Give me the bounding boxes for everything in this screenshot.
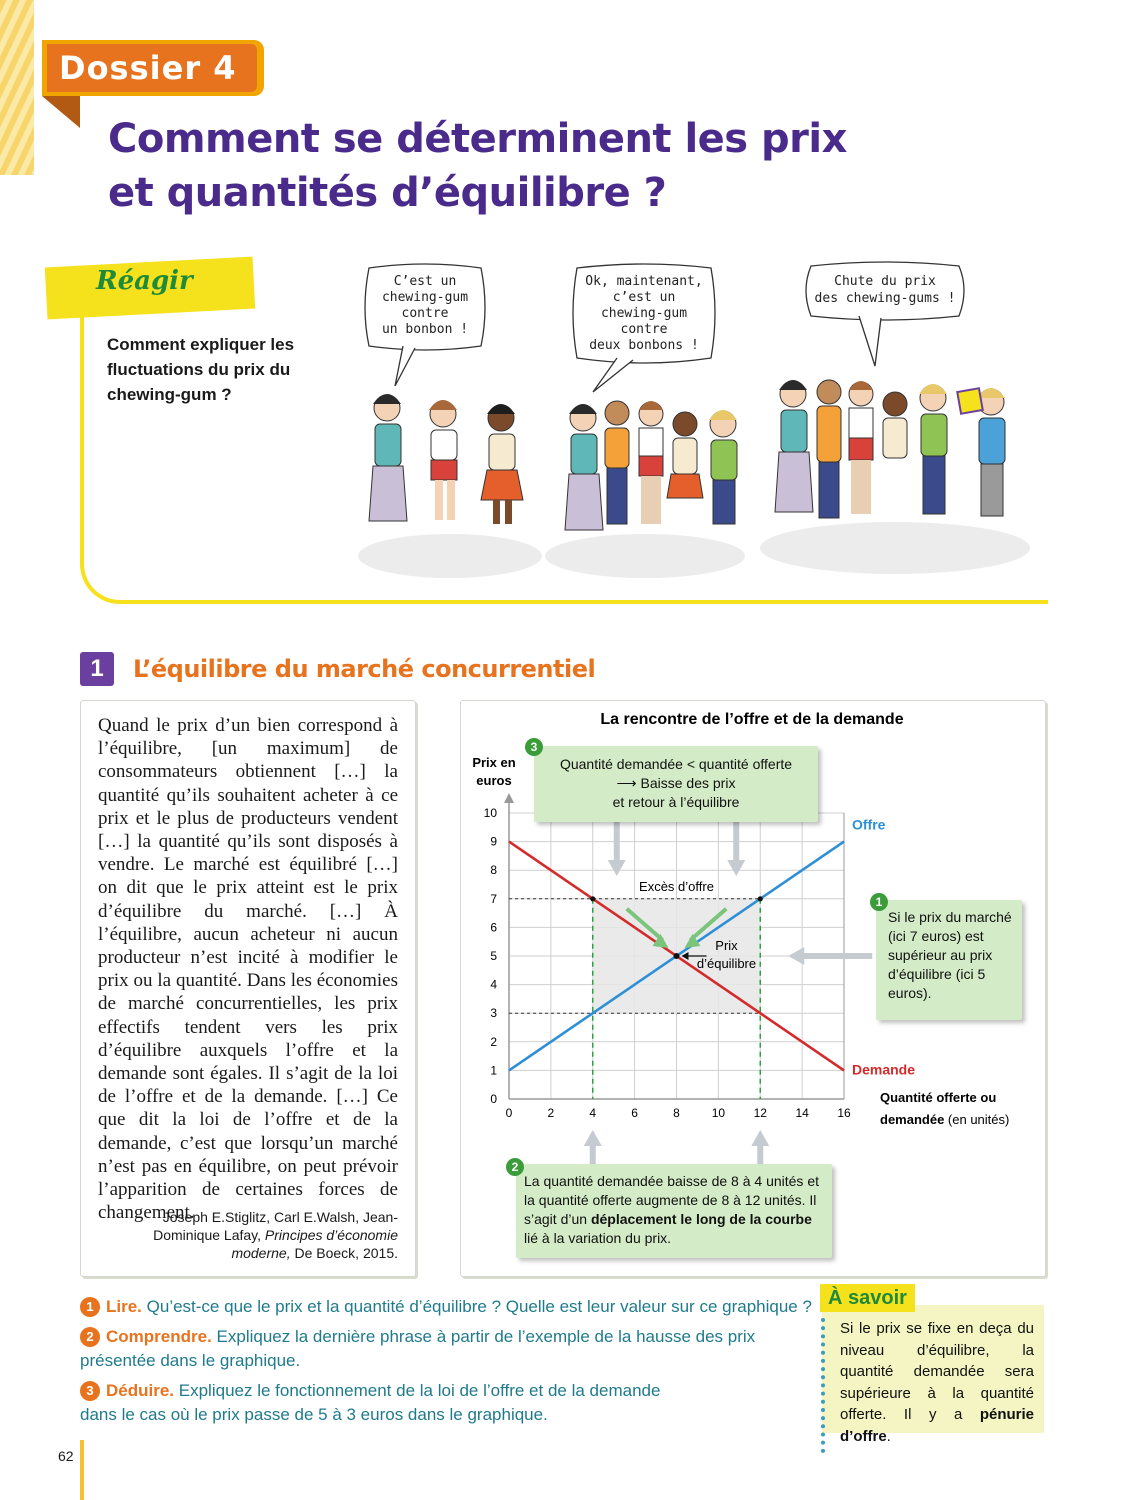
- a-savoir-dotted-border: [821, 1318, 825, 1453]
- a-savoir-text: Si le prix se fixe en deça du niveau d’équilibre, la quantité demandée sera supérieure à la quantité offerte. Il y a pénurie d’offre.: [840, 1320, 1034, 1445]
- equilibrium-point: [674, 953, 680, 959]
- children-group-2: [565, 401, 737, 530]
- y-axis-label-line-1: Prix en: [472, 755, 516, 770]
- x-tick-label: 0: [505, 1106, 513, 1120]
- point-supply-at-7: [758, 896, 763, 901]
- y-tick-label: 3: [490, 1006, 497, 1021]
- callout-3-arrow-head: [608, 860, 626, 876]
- ground-shadow: [760, 522, 1030, 574]
- page-title-line-2: et quantités d’équilibre ?: [108, 170, 667, 216]
- bubble-3-line-2: des chewing-gums !: [814, 291, 956, 306]
- x-tick-label: 2: [547, 1106, 555, 1120]
- question-2-label: Comprendre.: [106, 1327, 212, 1346]
- question-3-label: Déduire.: [106, 1381, 175, 1400]
- x-tick-label: 12: [753, 1106, 767, 1120]
- source-authors: Joseph E.Stiglitz, Carl E.Walsh, Jean-Dominique Lafay,: [153, 1209, 398, 1243]
- page-title: [108, 112, 928, 220]
- x-axis-label-line-2: demandée (en unités): [880, 1112, 1010, 1127]
- callout-2-text-a: La quantité demandée baisse de 8 à 4 unités et la quantité offerte augmente de 8 à 12 unités. Il s’agit d’un: [524, 1173, 819, 1227]
- callout-3: [534, 746, 818, 822]
- decorative-stripes: [0, 0, 34, 175]
- x-tick-label: 14: [795, 1106, 809, 1120]
- bubble-2-line-5: deux bonbons !: [589, 338, 699, 353]
- callout-3-arrow-shaft: [733, 822, 739, 862]
- page-number: 62: [58, 1448, 74, 1464]
- section-title: L’équilibre du marché concurrentiel: [133, 655, 596, 683]
- y-tick-label: 2: [490, 1034, 497, 1049]
- callout-1-arrow-shaft: [802, 953, 872, 959]
- y-tick-label: 7: [490, 891, 497, 906]
- reagir-question: Comment expliquer les fluctuations du prix du chewing-gum ?: [107, 335, 295, 404]
- y-tick-label: 0: [490, 1092, 497, 1106]
- callout-3-arrow-shaft: [614, 822, 620, 862]
- equilibrium-label-line-2: d’équilibre: [696, 956, 757, 971]
- question-1-text: Qu’est-ce que le prix et la quantité d’équilibre ? Quelle est leur valeur sur ce graphique ?: [146, 1297, 812, 1316]
- children-group-1: [369, 394, 523, 524]
- callout-3-line-2: Baisse des prix: [640, 775, 736, 791]
- section-number: 1: [80, 652, 114, 686]
- callout-1-text: Si le prix du marché (ici 7 euros) est supérieur au prix d’équilibre (ici 5 euros).: [888, 909, 1012, 1001]
- document-source: [96, 1208, 398, 1262]
- bubble-1-line-3: contre: [401, 306, 449, 321]
- source-publisher: De Boeck, 2015.: [294, 1245, 398, 1261]
- y-axis-arrow: [504, 793, 514, 803]
- question-2-number: 2: [80, 1327, 100, 1347]
- speech-bubble-2: [573, 264, 715, 392]
- bubble-2-line-3: chewing-gum: [600, 306, 688, 321]
- bubble-2-line-2: c’est un: [612, 290, 676, 305]
- question-3-number: 3: [80, 1381, 100, 1401]
- ground-shadow: [545, 534, 745, 578]
- callout-3-line-2-wrap: [534, 774, 818, 793]
- comic-illustration: [355, 258, 1045, 588]
- callout-2: [516, 1164, 832, 1258]
- speech-bubble-1: [365, 264, 485, 386]
- question-3-text: Expliquez le fonctionnement de la loi de l’offre et de la demande dans le cas où le prix passe de 5 à 3 euros dans le graphique.: [80, 1381, 661, 1424]
- point-demand-at-7: [590, 896, 595, 901]
- question-1-label: Lire.: [106, 1297, 142, 1316]
- y-axis-label-line-2: euros: [476, 773, 512, 788]
- bubble-2-line-4: contre: [620, 322, 668, 337]
- ground-shadow: [358, 534, 542, 578]
- y-tick-label: 6: [490, 920, 497, 935]
- chart-title: La rencontre de l’offre et de la demande: [600, 711, 904, 728]
- x-tick-label: 16: [837, 1106, 851, 1120]
- arrow-right-icon: ⟶: [616, 775, 641, 791]
- callout-3-arrow-head: [727, 860, 745, 876]
- y-tick-label: 8: [490, 863, 497, 878]
- y-tick-label: 1: [490, 1063, 497, 1078]
- source-book: Principes d’économie moderne,: [231, 1227, 398, 1261]
- reagir-label: Réagir: [96, 266, 193, 296]
- callout-2-arrow-head: [751, 1130, 769, 1146]
- question-2: [80, 1325, 760, 1373]
- callout-3-badge: 3: [525, 738, 543, 756]
- callout-1: [876, 900, 1022, 1020]
- x-tick-label: 4: [589, 1106, 597, 1120]
- callout-2-text-bold: déplacement le long de la courbe: [590, 1211, 812, 1227]
- x-tick-label: 10: [711, 1106, 726, 1120]
- a-savoir-title: À savoir: [820, 1284, 915, 1312]
- a-savoir-body: Si le prix se fixe en deça du niveau d’équilibre, la quantité demandée sera supérieure à la quantité offerte. Il y a: [840, 1320, 1034, 1423]
- a-savoir-bold: pénurie d’offre: [840, 1406, 1034, 1445]
- dossier-tab-fold: [42, 96, 80, 128]
- callout-3-line-1: Quantité demandée < quantité offerte: [559, 756, 793, 772]
- speech-bubble-3: [806, 262, 964, 366]
- question-1: [80, 1295, 820, 1319]
- bubble-1-line-2: chewing-gum: [381, 290, 469, 305]
- dossier-label: Dossier 4: [47, 44, 257, 92]
- excess-supply-label: Excès d’offre: [639, 878, 714, 894]
- question-3: [80, 1379, 700, 1427]
- x-tick-label: 8: [673, 1106, 680, 1120]
- y-tick-label: 9: [490, 834, 497, 849]
- document-text: Quand le prix d’un bien correspond à l’équilibre, [un maximum] de consommateurs obtiennent […] la quantité qu’ils souhaitent acheter à ce prix et le plus de producteurs vendent […] la quantité qu’ils sont disposés à vendre. Le marché est équilibré […] on dit que le prix atteint est le prix d’équilibre du marché. […] À l’équilibre, aucun acheteur ni aucun producteur n’est incité à modifier le prix ou la quantité. Dans les économies de marché concurrentielles, les prix effectifs tendent vers les prix d’équilibre auxquels l’offre et la demande sont égales. Il s’agit de la loi de l’offre et de la demande. […] Ce que dit la loi de l’offre et de la demande, c’est que lorsqu’un marché n’est pas en équilibre, on peut prévoir l’apparition de certaines forces de changement.: [98, 715, 398, 1224]
- question-2-text: Expliquez la dernière phrase à partir de l’exemple de la hausse des prix présentée dans le graphique.: [80, 1327, 756, 1370]
- y-tick-label: 10: [483, 806, 497, 820]
- callout-3-line-3: et retour à l’équilibre: [612, 794, 740, 810]
- bubble-1-line-1: C’est un: [393, 274, 457, 289]
- page-number-bar: [80, 1440, 84, 1500]
- x-axis-label-line-1: Quantité offerte ou: [880, 1090, 997, 1105]
- bubble-1-line-4: un bonbon !: [381, 322, 469, 337]
- callout-1-badge: 1: [870, 893, 888, 911]
- callout-1-arrow-head: [788, 947, 804, 965]
- x-tick-label: 6: [631, 1106, 638, 1120]
- page-title-line-1: Comment se déterminent les prix: [108, 116, 847, 162]
- equilibrium-label-line-1: Prix: [715, 938, 738, 953]
- question-1-number: 1: [80, 1297, 100, 1317]
- callout-2-arrow-head: [584, 1130, 602, 1146]
- y-tick-label: 5: [490, 949, 497, 963]
- series-label-offre: Offre: [852, 816, 886, 833]
- bubble-2-line-1: Ok, maintenant,: [585, 274, 703, 289]
- series-label-demande: Demande: [852, 1061, 916, 1078]
- callout-2-text-b: lié à la variation du prix.: [524, 1230, 672, 1246]
- y-tick-label: 4: [490, 977, 497, 992]
- children-group-3: [775, 380, 1005, 518]
- bubble-3-line-1: Chute du prix: [834, 274, 936, 289]
- callout-2-badge: 2: [506, 1158, 524, 1176]
